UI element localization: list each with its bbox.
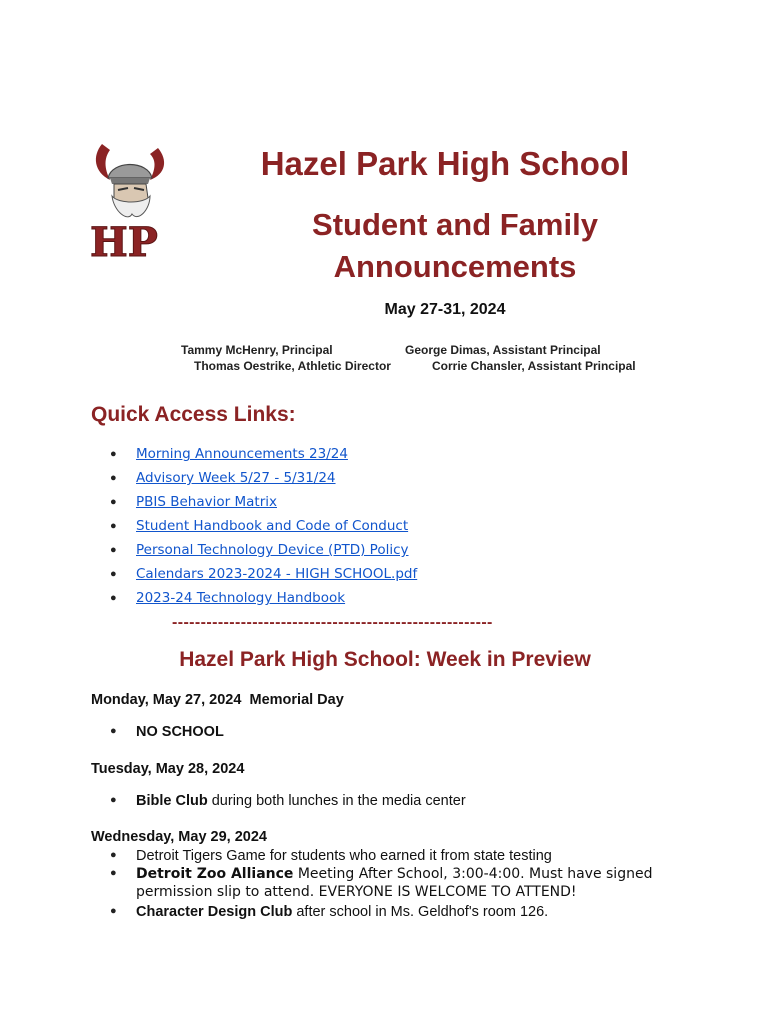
monday-date: Monday, May 27, 2024: [91, 692, 242, 708]
list-item: [110, 564, 417, 588]
school-logo: [88, 138, 172, 260]
list-item: [110, 492, 417, 516]
logo-letters: HP: [90, 219, 158, 260]
link-student-handbook[interactable]: Student Handbook and Code of Conduct: [136, 518, 409, 534]
wednesday-item-3-bold: Character Design Club: [136, 904, 293, 920]
school-name: Hazel Park High School: [260, 145, 630, 182]
list-item: [110, 468, 417, 492]
link-calendars[interactable]: Calendars 2023-2024 - HIGH SCHOOL.pdf: [136, 566, 418, 582]
list-item: [112, 848, 552, 864]
link-advisory-week[interactable]: Advisory Week 5/27 - 5/31/24: [136, 470, 336, 486]
monday-note: Memorial Day: [249, 692, 344, 708]
list-item: [112, 904, 549, 920]
monday-item: NO SCHOOL: [136, 724, 224, 740]
monday-heading: [91, 692, 344, 708]
list-item: [110, 444, 417, 468]
quick-links-list: [110, 444, 417, 612]
staff-athletic-director: Thomas Oestrike, Athletic Director: [194, 359, 391, 373]
list-item: [110, 588, 417, 612]
staff-assistant-principal-1: George Dimas, Assistant Principal: [405, 343, 601, 357]
list-item: [110, 516, 417, 540]
staff-assistant-principal-2: Corrie Chansler, Assistant Principal: [432, 359, 636, 373]
tuesday-item-text: during both lunches in the media center: [207, 793, 466, 809]
link-ptd-policy[interactable]: Personal Technology Device (PTD) Policy: [136, 542, 409, 558]
week-preview-heading: Hazel Park High School: Week in Preview: [179, 648, 591, 671]
page-subtitle: Student and Family Announcements: [312, 207, 598, 284]
link-morning-announcements[interactable]: Morning Announcements 23/24: [136, 446, 348, 462]
quick-links-heading: Quick Access Links:: [91, 403, 296, 426]
wednesday-item-2-bold: Detroit Zoo Alliance: [136, 866, 294, 882]
wednesday-heading: Wednesday, May 29, 2024: [91, 829, 267, 845]
list-item: [112, 866, 653, 882]
staff-principal: Tammy McHenry, Principal: [181, 343, 333, 357]
tuesday-heading: Tuesday, May 28, 2024: [91, 761, 245, 777]
list-item: [110, 540, 417, 564]
list-item: [112, 724, 224, 740]
wednesday-item-1: Detroit Tigers Game for students who earned it from state testing: [136, 848, 552, 864]
link-pbis-matrix[interactable]: PBIS Behavior Matrix: [136, 494, 277, 510]
section-divider: --------------------------------------------------------: [172, 614, 493, 631]
list-item: [112, 793, 466, 809]
wednesday-item-2-line2: permission slip to attend. EVERYONE IS WELCOME TO ATTEND!: [136, 884, 577, 900]
wednesday-item-3-text: after school in Ms. Geldhof's room 126.: [292, 904, 549, 920]
link-technology-handbook[interactable]: 2023-24 Technology Handbook: [136, 590, 346, 606]
date-range: May 27-31, 2024: [384, 301, 506, 318]
tuesday-item-bold: Bible Club: [136, 793, 208, 809]
wednesday-item-2-text: Meeting After School, 3:00-4:00. Must have signed: [293, 866, 653, 882]
